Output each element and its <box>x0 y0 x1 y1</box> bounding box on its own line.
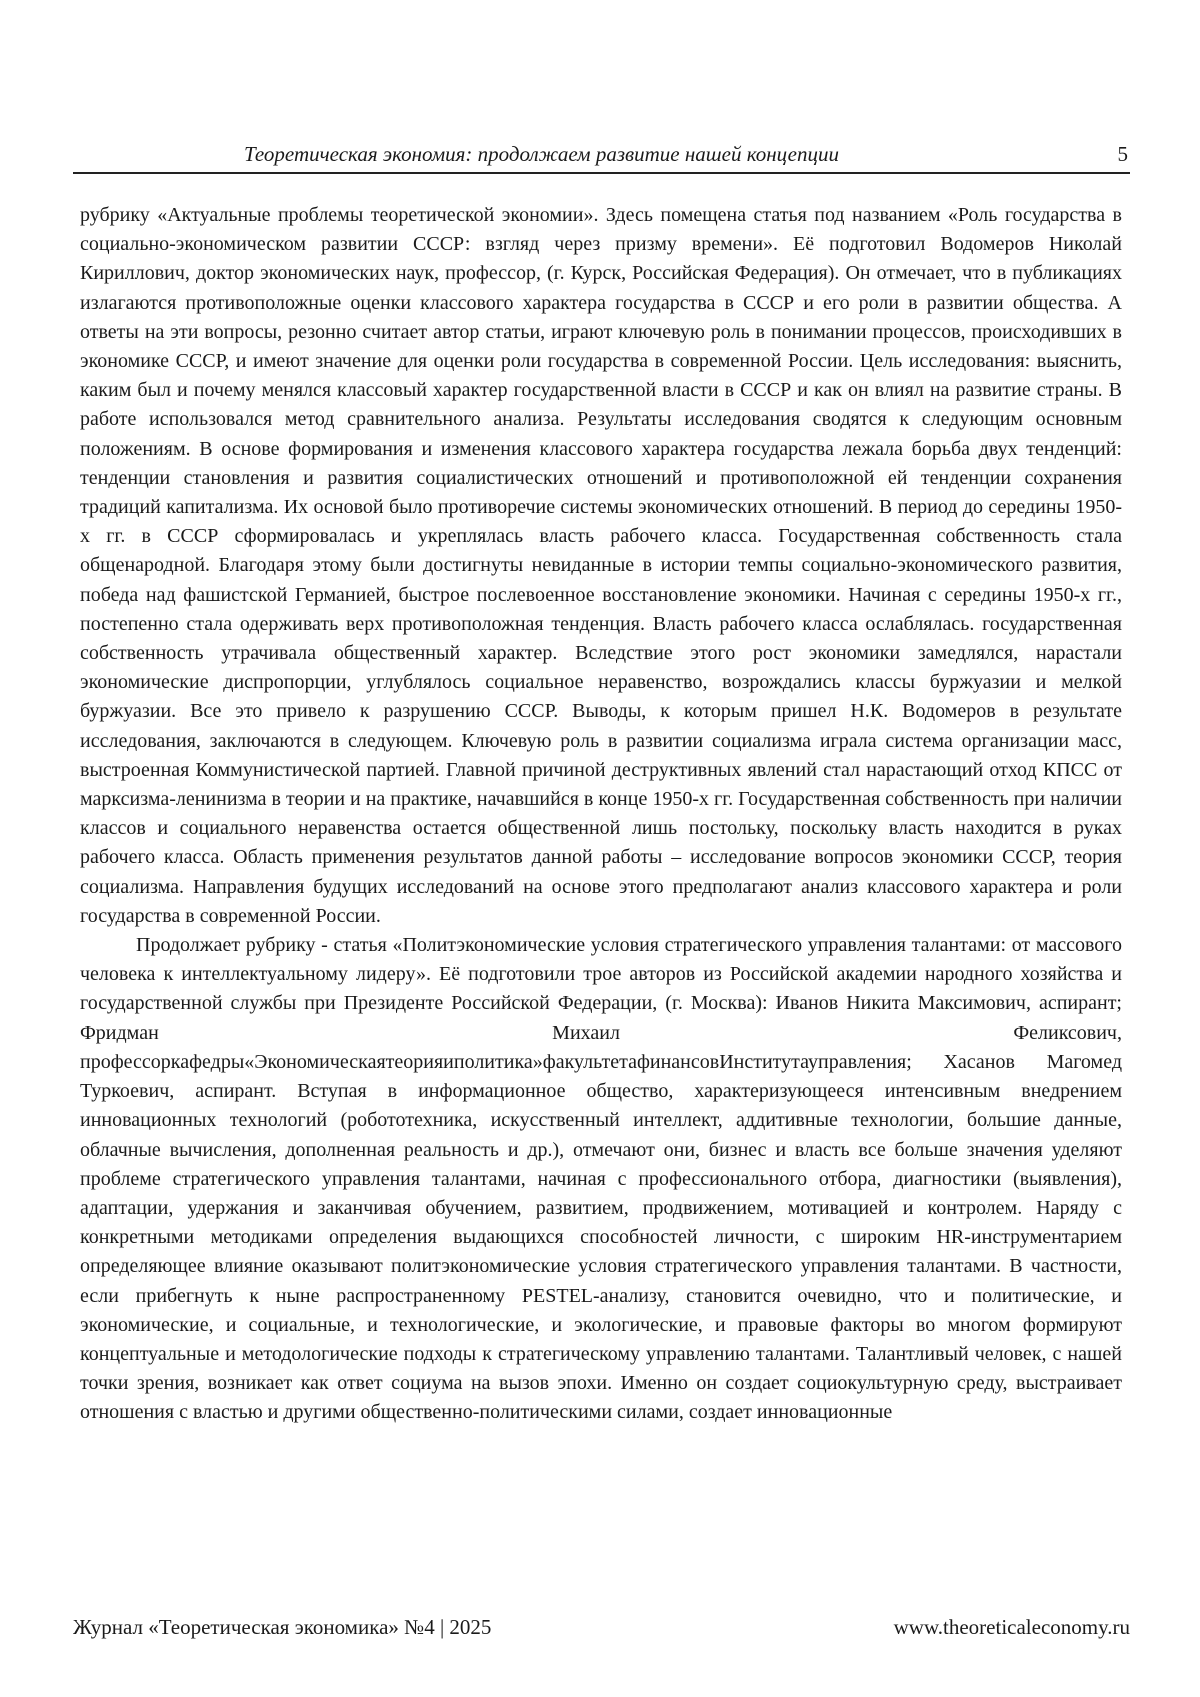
paragraph-2: Продолжает рубрику - статья «Политэкономические условия стратегического управления талантами: от массового человека к интеллектуальному лидеру». Её подготовили трое авторов из Российской академии народного хозяйства и государственной службы при Президенте Российской Федерации, (г. Москва): Иванов Никита Максимович, аспирант; Фридман Михаил Феликсович, профессоркафедры«Экономическаятеорияиполитика»факультетафинансовИнститутауправления; Хасанов Магомед Туркоевич, аспирант. Вступая в информационное общество, характеризующееся интенсивным внедрением инновационных технологий (робототехника, искусственный интеллект, аддитивные технологии, большие данные, облачные вычисления, дополненная реальность и др.), отмечают они, бизнес и власть все больше значения уделяют проблеме стратегического управления талантами, начиная с профессионального отбора, диагностики (выявления), адаптации, удержания и заканчивая обучением, развитием, продвижением, мотивацией и контролем. Наряду с конкретными методиками определения выдающихся способностей личности, с широким HR-инструментарием определяющее влияние оказывают политэкономические условия стратегического управления талантами. В частности, если прибегнуть к ныне распространенному PESTEL-анализу, становится очевидно, что и политические, и экономические, и социальные, и технологические, и экологические, и правовые факторы во многом формируют концептуальные и методологические подходы к стратегическому управлению талантами. Талантливый человек, с нашей точки зрения, возникает как ответ социума на вызов эпохи. Именно он создает социокультурную среду, выстраивает отношения с властью и другими общественно-политическими силами, создает инновационные <box>80 931 1122 1427</box>
footer-journal: Журнал «Теоретическая экономика» №4 | 2025 <box>73 1615 491 1640</box>
paragraph-1: рубрику «Актуальные проблемы теоретической экономии». Здесь помещена статья под названием «Роль государства в социально-экономическом развитии СССР: взгляд через призму времени». Её подготовил Водомеров Николай Кириллович, доктор экономических наук, профессор, (г. Курск, Российская Федерация). Он отмечает, что в публикациях излагаются противоположные оценки классового характера государства в СССР и его роли в развитии общества. А ответы на эти вопросы, резонно считает автор статьи, играют ключевую роль в понимании процессов, происходивших в экономике СССР, и имеют значение для оценки роли государства в современной России. Цель исследования: выяснить, каким был и почему менялся классовый характер государственной власти в СССР и как он влиял на развитие страны. В работе использовался метод сравнительного анализа. Результаты исследования сводятся к следующим основным положениям. В основе формирования и изменения классового характера государства лежала борьба двух тенденций: тенденции становления и развития социалистических отношений и противоположной ей тенденции сохранения традиций капитализма. Их основой было противоречие системы экономических отношений. В период до середины 1950-х гг. в СССР сформировалась и укреплялась власть рабочего класса. Государственная собственность стала общенародной. Благодаря этому были достигнуты невиданные в истории темпы социально-экономического развития, победа над фашистской Германией, быстрое послевоенное восстановление экономики. Начиная с середины 1950-х гг., постепенно стала одерживать верх противоположная тенденция. Власть рабочего класса ослаблялась. государственная собственность утрачивала общественный характер. Вследствие этого рост экономики замедлялся, нарастали экономические диспропорции, углублялось социальное неравенство, возрождались классы буржуазии и мелкой буржуазии. Все это привело к разрушению СССР. Выводы, к которым пришел Н.К. Водомеров в результате исследования, заключаются в следующем. Ключевую роль в развитии социализма играла система организации масс, выстроенная Коммунистической партией. Главной причиной деструктивных явлений стал нарастающий отход КПСС от марксизма-ленинизма в теории и на практике, начавшийся в конце 1950-х гг. Государственная собственность при наличии классов и социального неравенства остается общественной лишь постольку, поскольку власть находится в руках рабочего класса. Область применения результатов данной работы – исследование вопросов экономики СССР, теория социализма. Направления будущих исследований на основе этого предполагают анализ классового характера и роли государства в современной России. <box>80 201 1122 931</box>
footer-website: www.theoreticaleconomy.ru <box>894 1615 1130 1640</box>
page-number: 5 <box>1118 142 1129 167</box>
running-title: Теоретическая экономия: продолжаем развитие нашей концепции <box>73 142 1010 167</box>
running-header <box>73 140 1130 174</box>
article-body <box>80 201 1122 1428</box>
